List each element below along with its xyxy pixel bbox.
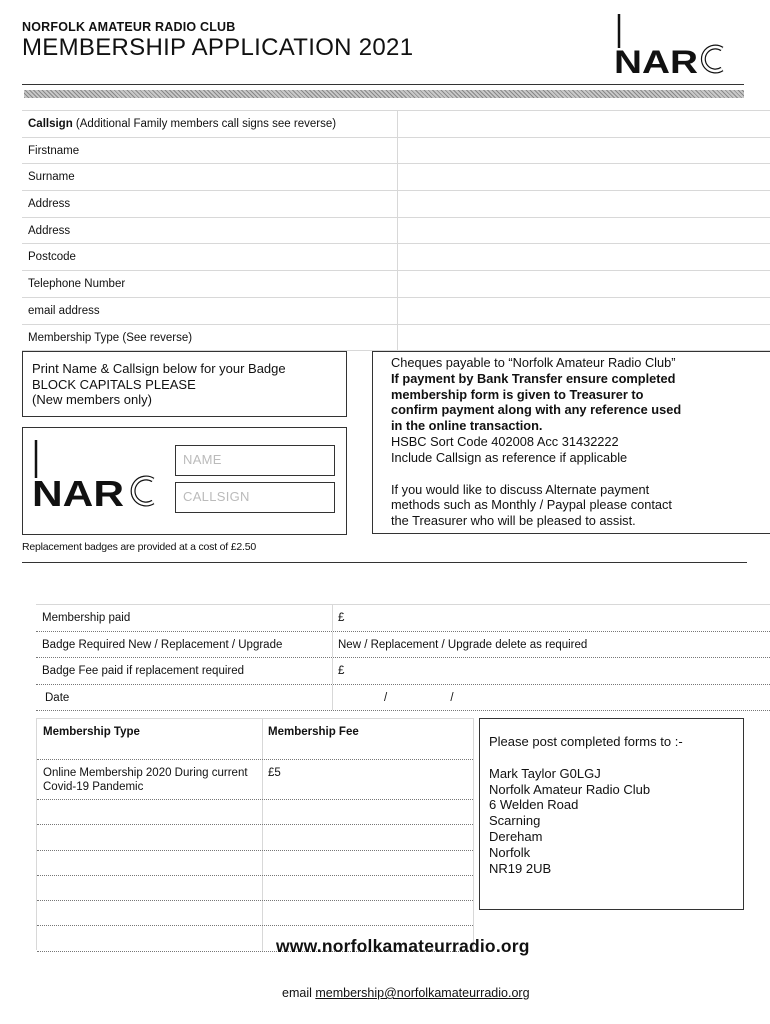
hatched-bar [24, 90, 744, 98]
address-row-1 [22, 191, 770, 218]
membership-type-header: Membership Type [37, 719, 263, 759]
membership-type-row [22, 325, 770, 352]
callsign-label: Callsign [28, 118, 73, 130]
logo-text: NAR [614, 44, 698, 78]
address-field-2[interactable] [398, 218, 770, 244]
alternate-payment-note: methods such as Monthly / Paypal please contact [391, 497, 672, 513]
callsign-field[interactable] [398, 111, 770, 137]
postal-address-box [479, 718, 744, 910]
date-field[interactable] [333, 685, 770, 711]
badge-instructions [22, 351, 347, 417]
payment-record-table [36, 604, 770, 711]
membership-paid-row [36, 605, 770, 632]
bank-transfer-note: If payment by Bank Transfer ensure completed [391, 370, 676, 386]
alternate-payment-note: If you would like to discuss Alternate payment [391, 481, 650, 497]
bank-transfer-note: in the online transaction. [391, 418, 543, 434]
badge-required-field[interactable]: New / Replacement / Upgrade delete as required [338, 638, 588, 651]
telephone-field[interactable] [398, 271, 770, 297]
badge-name-input[interactable]: NAME [175, 445, 335, 476]
badge-instruction-line: (New members only) [32, 392, 152, 407]
postcode-row [22, 244, 770, 271]
table-row [37, 901, 473, 926]
email-prefix: email [282, 986, 316, 1000]
membership-paid-label: Membership paid [36, 605, 333, 631]
telephone-label: Telephone Number [22, 271, 398, 297]
address-line: 6 Welden Road [489, 797, 579, 813]
section-divider [22, 562, 747, 563]
bank-transfer-note: membership form is given to Treasurer to [391, 386, 644, 402]
cheques-note: Cheques payable to “Norfolk Amateur Radio Club” [391, 355, 676, 370]
email-line [282, 986, 530, 1000]
firstname-row [22, 138, 770, 165]
badge-required-row [36, 632, 770, 659]
address-label-1: Address [22, 191, 398, 217]
membership-fee-cell: £5 [268, 767, 281, 779]
telephone-row [22, 271, 770, 298]
badge-narc-logo [32, 438, 156, 512]
callsign-row [22, 111, 770, 138]
bank-transfer-note: confirm payment along with any reference used [391, 402, 682, 418]
callsign-note: (Additional Family members call signs see reverse) [72, 118, 337, 130]
club-name: NORFOLK AMATEUR RADIO CLUB [22, 20, 236, 34]
fees-header-row [37, 719, 473, 760]
address-label-2: Address [22, 218, 398, 244]
alternate-payment-note: the Treasurer who will be pleased to assist. [391, 513, 636, 529]
sort-code: HSBC Sort Code 402008 Acc 31432222 [391, 433, 619, 449]
badge-instruction-line: BLOCK CAPITALS PLEASE [32, 376, 196, 392]
surname-label: Surname [22, 164, 398, 190]
membership-type-cell: Online Membership 2020 During current Covid-19 Pandemic [37, 760, 263, 799]
membership-type-field[interactable] [398, 325, 770, 351]
replacement-badge-note: Replacement badges are provided at a cost of £2.50 [22, 541, 256, 553]
payment-info-box [372, 351, 770, 534]
address-field-1[interactable] [398, 191, 770, 217]
date-separator: / [450, 691, 454, 704]
firstname-field[interactable] [398, 138, 770, 164]
surname-row [22, 164, 770, 191]
email-link[interactable]: membership@norfolkamateurradio.org [315, 986, 530, 1000]
membership-type-label: Membership Type (See reverse) [22, 325, 398, 351]
header-divider [22, 84, 744, 85]
applicant-details-table [22, 110, 770, 351]
reference-note: Include Callsign as reference if applicable [391, 449, 628, 465]
email-label: email address [22, 298, 398, 324]
table-row [37, 851, 473, 876]
address-line: Norfolk [489, 844, 531, 860]
narc-logo [612, 12, 724, 78]
address-line: Norfolk Amateur Radio Club [489, 781, 651, 797]
postcode-field[interactable] [398, 244, 770, 270]
surname-field[interactable] [398, 164, 770, 190]
firstname-label: Firstname [22, 138, 398, 164]
logo-text: NAR [32, 473, 124, 512]
post-intro: Please post completed forms to :- [489, 734, 683, 749]
date-separator: / [384, 691, 388, 704]
date-row [36, 685, 770, 712]
table-row [37, 825, 473, 850]
badge-instruction-line: Print Name & Callsign below for your Badge [32, 361, 286, 376]
badge-required-label: Badge Required New / Replacement / Upgrade [36, 632, 333, 658]
address-line: Scarning [489, 813, 541, 829]
table-row [37, 760, 473, 800]
address-line: Mark Taylor G0LGJ [489, 765, 601, 781]
badge-fee-field[interactable]: £ [338, 665, 345, 677]
badge-callsign-input[interactable]: CALLSIGN [175, 482, 335, 513]
postcode-label: Postcode [22, 244, 398, 270]
membership-fees-table [36, 718, 474, 950]
address-line: NR19 2UB [489, 860, 552, 876]
website-link[interactable]: www.norfolkamateurradio.org [276, 936, 530, 956]
badge-fee-label: Badge Fee paid if replacement required [36, 658, 333, 684]
membership-fee-header: Membership Fee [268, 726, 359, 738]
email-row [22, 298, 770, 325]
address-row-2 [22, 218, 770, 245]
table-row [37, 800, 473, 825]
email-field[interactable] [398, 298, 770, 324]
date-label: Date [36, 685, 333, 711]
address-line: Dereham [489, 828, 543, 844]
table-row [37, 876, 473, 901]
badge-fee-row [36, 658, 770, 685]
membership-paid-field[interactable]: £ [338, 612, 345, 624]
form-title: MEMBERSHIP APPLICATION 2021 [22, 34, 414, 61]
